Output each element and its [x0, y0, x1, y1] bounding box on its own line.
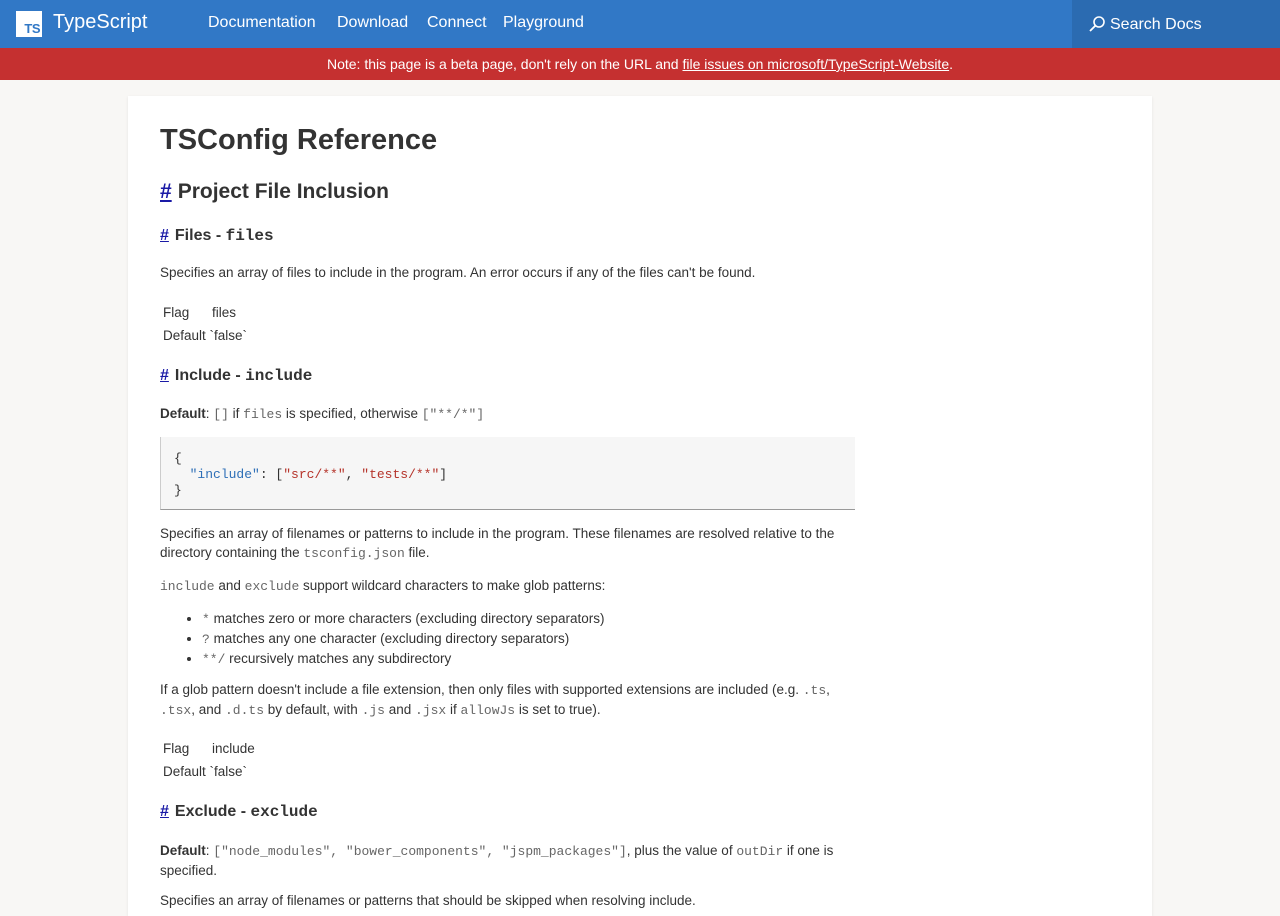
heading-include-code: include: [245, 367, 313, 385]
inline-code: .tsx: [160, 703, 192, 718]
inline-code: files: [243, 407, 283, 422]
heading-include: [160, 367, 312, 385]
default-value: `false`: [209, 764, 248, 779]
list-item: [202, 609, 860, 629]
search-label: Search Docs: [1110, 16, 1202, 33]
default-value: `false`: [209, 328, 248, 343]
default-label: Default: [163, 328, 206, 343]
code-line: }: [174, 483, 182, 498]
inline-code: ?: [202, 632, 210, 647]
default-colon: :: [205, 406, 214, 421]
flag-label: Flag: [163, 305, 190, 320]
include-flag-table: [163, 737, 255, 783]
inline-code: tsconfig.json: [303, 546, 405, 561]
banner-issues-link[interactable]: file issues on microsoft/TypeScript-Website: [682, 56, 950, 72]
include-code-example: [160, 437, 855, 510]
banner-suffix: .: [949, 56, 953, 72]
top-nav: [0, 0, 1280, 48]
code-string: "src/**": [283, 467, 346, 482]
nav-connect[interactable]: Connect: [427, 14, 487, 31]
code-punct: : [: [259, 467, 284, 482]
heading-exclude: [160, 803, 318, 821]
section-title: Project File Inclusion: [177, 180, 389, 203]
nav-download[interactable]: Download: [337, 14, 409, 31]
heading-include-label: Include -: [174, 367, 246, 384]
nav-documentation[interactable]: Documentation: [208, 14, 316, 31]
text: , and: [191, 702, 225, 717]
code-key: "include": [189, 467, 260, 482]
code-line: [174, 467, 842, 483]
inline-code: .ts: [802, 683, 827, 698]
exclude-default: [160, 841, 870, 880]
anchor-link[interactable]: #: [160, 180, 172, 203]
inline-code: **/: [202, 652, 226, 667]
files-description: Specifies an array of files to include in the program. An error occurs if any of the files can't be found.: [160, 265, 756, 280]
text: recursively matches any subdirectory: [225, 651, 452, 666]
content-card: [128, 96, 1152, 916]
heading-files-label: Files -: [174, 227, 226, 244]
heading-exclude-code: exclude: [250, 803, 318, 821]
code-punct: ]: [439, 467, 448, 482]
page-title: TSConfig Reference: [160, 124, 438, 156]
inline-code: *: [202, 612, 210, 627]
beta-banner: [0, 48, 1280, 80]
include-description-3: [160, 680, 860, 720]
inline-code: outDir: [736, 844, 784, 859]
default-colon: :: [205, 843, 214, 858]
flag-label: Flag: [163, 741, 190, 756]
brand-link[interactable]: TypeScript: [53, 11, 148, 33]
text: by default, with: [264, 702, 362, 717]
code-line: {: [174, 451, 182, 466]
default-label: Default: [160, 406, 206, 421]
text: is set to true).: [515, 702, 601, 717]
exclude-description: Specifies an array of filenames or patterns that should be skipped when resolving include.: [160, 893, 696, 908]
text: matches any one character (excluding directory separators): [209, 631, 570, 646]
typescript-logo-icon[interactable]: [16, 11, 42, 37]
include-description-1: [160, 524, 860, 563]
text: support wildcard characters to make glob patterns:: [299, 578, 606, 593]
default-label: Default: [160, 843, 206, 858]
inline-code: .js: [361, 703, 385, 718]
list-item: [202, 629, 860, 649]
wildcard-list: [160, 609, 860, 669]
text: if one is specified.: [160, 843, 834, 878]
section-heading-project-file-inclusion: [160, 180, 389, 204]
default-label: Default: [163, 764, 206, 779]
text: and: [384, 702, 416, 717]
anchor-link[interactable]: #: [160, 227, 169, 244]
text: matches zero or more characters (excluding directory separators): [209, 611, 605, 626]
flag-value: include: [212, 741, 255, 756]
files-flag-table: [163, 301, 247, 347]
heading-exclude-label: Exclude -: [174, 803, 251, 820]
include-default: [160, 404, 860, 424]
inline-code: ["**/*"]: [421, 407, 485, 422]
search-icon: [1088, 15, 1106, 33]
list-item: [202, 649, 860, 669]
anchor-link[interactable]: #: [160, 803, 169, 820]
inline-code: .d.ts: [225, 703, 265, 718]
code-string: "tests/**": [361, 467, 440, 482]
text: is specified, otherwise: [282, 406, 422, 421]
text: Specifies an array of filenames or patterns to include in the program. These filenames are resolved relative to the directory containing the: [160, 526, 835, 560]
inline-code: allowJs: [460, 703, 516, 718]
text: file.: [404, 545, 430, 560]
text: , plus the value of: [626, 843, 737, 858]
anchor-link[interactable]: #: [160, 367, 169, 384]
inline-code: include: [160, 579, 215, 594]
include-description-2: [160, 576, 860, 596]
inline-code: ["node_modules", "bower_components", "jspm_packages"]: [213, 844, 627, 859]
heading-files: [160, 227, 274, 245]
nav-playground[interactable]: Playground: [503, 14, 584, 31]
text: ,: [826, 682, 830, 697]
inline-code: []: [213, 407, 229, 422]
text: if: [446, 702, 461, 717]
text: if: [228, 406, 244, 421]
heading-files-code: files: [225, 227, 274, 245]
flag-value: files: [212, 305, 237, 320]
search-docs-button[interactable]: [1072, 0, 1280, 48]
text: and: [214, 578, 245, 593]
text: If a glob pattern doesn't include a file extension, then only files with supported extensions are included (e.g.: [160, 682, 803, 697]
code-punct: ,: [345, 467, 362, 482]
inline-code: exclude: [244, 579, 300, 594]
banner-text: Note: this page is a beta page, don't rely on the URL and: [326, 56, 683, 72]
logo-text: TS: [24, 21, 40, 36]
inline-code: .jsx: [415, 703, 447, 718]
